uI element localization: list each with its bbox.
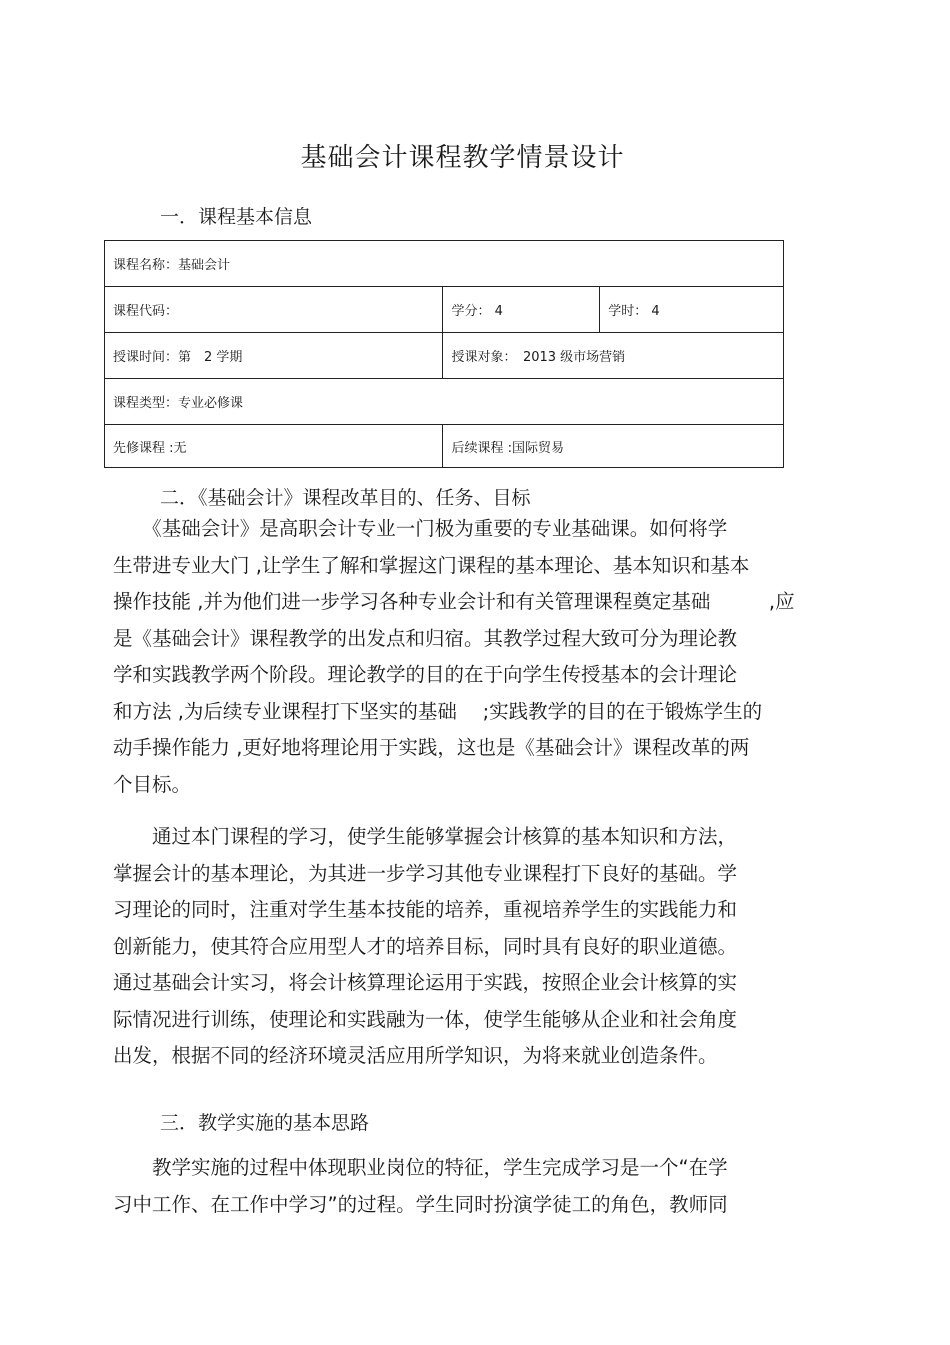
paragraph-line: 通过本门课程的学习，使学生能够掌握会计核算的基本知识和方法， — [113, 825, 738, 848]
paragraph-line: 创新能力，使其符合应用型人才的培养目标，同时具有良好的职业道德。 — [113, 934, 738, 958]
prerequisite-cell: 先修课程 :无 — [105, 425, 443, 468]
credits-cell: 学分： 4 — [443, 287, 600, 333]
document-title: 基础会计课程教学情景设计 — [300, 143, 625, 173]
section-3-paragraph — [113, 1150, 728, 1223]
course-name-cell: 课程名称：基础会计 — [105, 241, 784, 287]
hours-cell: 学时： 4 — [600, 287, 784, 333]
paragraph-line: 通过基础会计实习，将会计核算理论运用于实践，按照企业会计核算的实 — [113, 971, 738, 994]
section-2-heading: 二．《基础会计》课程改革目的、任务、目标 — [160, 487, 531, 509]
paragraph-line: 教学实施的过程中体现职业岗位的特征，学生完成学习是一个“在学 — [113, 1156, 728, 1179]
section-3-heading: 三．教学实施的基本思路 — [160, 1112, 370, 1134]
paragraph-line: 生带进专业大门 ,让学生了解和掌握这门课程的基本理论、基本知识和基本 — [113, 553, 750, 577]
section-2-paragraph-2 — [113, 819, 737, 1075]
paragraph-line: 学和实践教学两个阶段。理论教学的目的在于向学生传授基本的会计理论 — [113, 663, 738, 686]
paragraph-line: 动手操作能力 ,更好地将理论用于实践，这也是《基础会计》课程改革的两 — [113, 736, 750, 759]
paragraph-line: 习中工作、在工作中学习”的过程。学生同时扮演学徒工的角色，教师同 — [113, 1192, 728, 1216]
paragraph-line: 个目标。 — [113, 772, 192, 796]
paragraph-line: 际情况进行训练，使理论和实践融为一体，使学生能够从企业和社会角度 — [113, 1007, 738, 1031]
paragraph-line: 习理论的同时，注重对学生基本技能的培养，重视培养学生的实践能力和 — [113, 898, 738, 921]
paragraph-line: 和方法 ,为后续专业课程打下坚实的基础 ;实践教学的目的在于锻炼学生的 — [113, 699, 763, 723]
paragraph-line: 操作技能 ,并为他们进一步学习各种专业会计和有关管理课程奠定基础 ,应 — [113, 590, 795, 613]
paragraph-line: 出发，根据不同的经济环境灵活应用所学知识，为将来就业创造条件。 — [113, 1044, 718, 1067]
paragraph-line: 掌握会计的基本理论，为其进一步学习其他专业课程打下良好的基础。学 — [113, 861, 738, 885]
teaching-time-cell: 授课时间：第 2 学期 — [105, 333, 443, 379]
course-code-cell: 课程代码： — [105, 287, 443, 333]
section-1-heading: 一．课程基本信息 — [160, 206, 313, 228]
followup-cell: 后续课程 :国际贸易 — [443, 425, 784, 468]
section-2-paragraph-1 — [113, 511, 795, 803]
paragraph-line: 是《基础会计》课程教学的出发点和归宿。其教学过程大致可分为理论教 — [113, 626, 738, 650]
audience-cell: 授课对象： 2013 级市场营销 — [443, 333, 784, 379]
course-type-cell: 课程类型：专业必修课 — [105, 379, 784, 425]
course-info-table — [104, 240, 784, 468]
paragraph-line: 《基础会计》是高职会计专业一门极为重要的专业基础课。如何将学 — [113, 517, 728, 540]
